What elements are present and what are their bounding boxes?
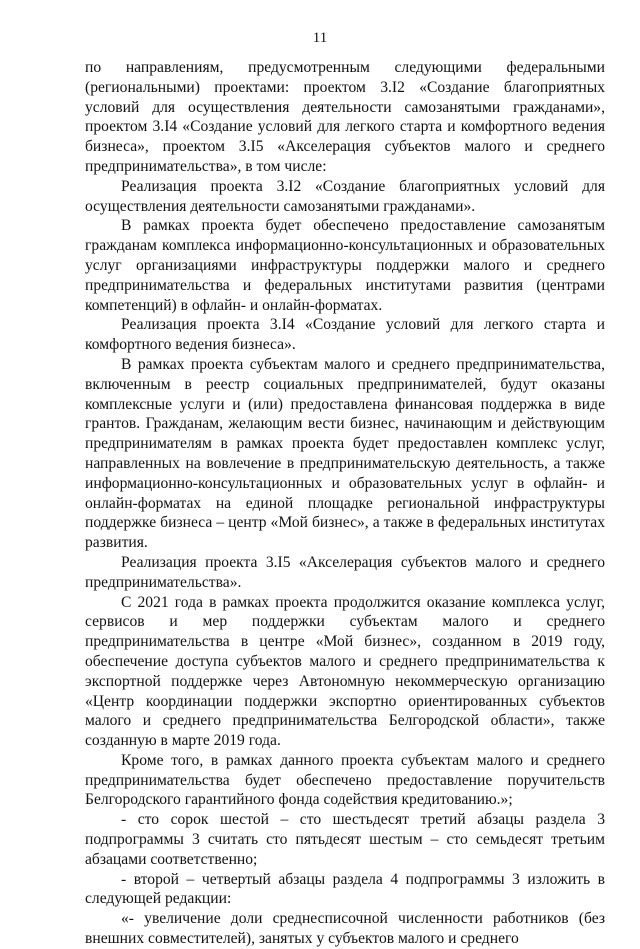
page-number: 11 xyxy=(312,30,328,46)
paragraph-3: В рамках проекта будет обеспечено предоставление самозанятым гражданам комплекса информационно-консультационных и образовательных услуг организациями инфраструктуры поддержки малого и среднего предпринимательства и федеральных институтами развития (центрами компетенций) в офлайн- и онлайн-форматах. xyxy=(85,217,605,314)
paragraph-11: «- увеличение доли среднесписочной численности работников (без внешних совместителей), занятых у субъектов малого и среднего xyxy=(85,910,605,948)
paragraph-7: С 2021 года в рамках проекта продолжится оказание комплекса услуг, сервисов и мер поддержки субъектам малого и среднего предпринимательства в центре «Мой бизнес», созданном в 2019 году, обеспечение доступа субъектов малого и среднего предпринимательства к экспортной поддержке через Автономную некоммерческую организацию «Центр координации поддержки экспортно ориентированных субъектов малого и среднего предпринимательства Белгородской области», также созданную в марте 2019 года. xyxy=(85,593,605,750)
paragraph-1: по направлениям, предусмотренным следующими федеральными (региональными) проектами: проектом 3.I2 «Создание благоприятных условий для осуществления деятельности самозанятыми гражданами», проектом 3.I4 «Создание условий для легкого старта и комфортного ведения бизнеса», проектом 3.I5 «Акселерация субъектов малого и среднего предпринимательства», в том числе: xyxy=(85,59,605,175)
paragraph-4: Реализация проекта 3.I4 «Создание условий для легкого старта и комфортного ведения бизнеса». xyxy=(85,316,605,354)
paragraph-9: - сто сорок шестой – сто шестьдесят третий абзацы раздела 3 подпрограммы 3 считать сто пятьдесят шестым – сто семьдесят третьим абзацами соответственно; xyxy=(85,811,605,868)
paragraph-6: Реализация проекта 3.I5 «Акселерация субъектов малого и среднего предпринимательства». xyxy=(85,553,605,591)
paragraph-2: Реализация проекта 3.I2 «Создание благоприятных условий для осуществления деятельности самозанятыми гражданами». xyxy=(85,177,605,215)
paragraph-10: - второй – четвертый абзацы раздела 4 подпрограммы 3 изложить в следующей редакции: xyxy=(85,870,605,908)
document-body xyxy=(85,58,605,949)
paragraph-5: В рамках проекта субъектам малого и среднего предпринимательства, включенным в реестр социальных предпринимателей, будут оказаны комплексные услуги и (или) предоставлена финансовая поддержка в виде грантов. Гражданам, желающим вести бизнес, начинающим и действующим предпринимателям в рамках проекта будет предоставлен комплекс услуг, направленных на вовлечение в предпринимательскую деятельность, а также информационно-консультационных и образовательных услуг в офлайн- и онлайн-форматах на единой площадке региональной инфраструктуры поддержке бизнеса – центр «Мой бизнес», а также в федеральных институтах развития. xyxy=(85,355,605,552)
paragraph-8: Кроме того, в рамках данного проекта субъектам малого и среднего предпринимательства будет обеспечено предоставление поручительств Белгородского гарантийного фонда содействия кредитованию.»; xyxy=(85,751,605,809)
